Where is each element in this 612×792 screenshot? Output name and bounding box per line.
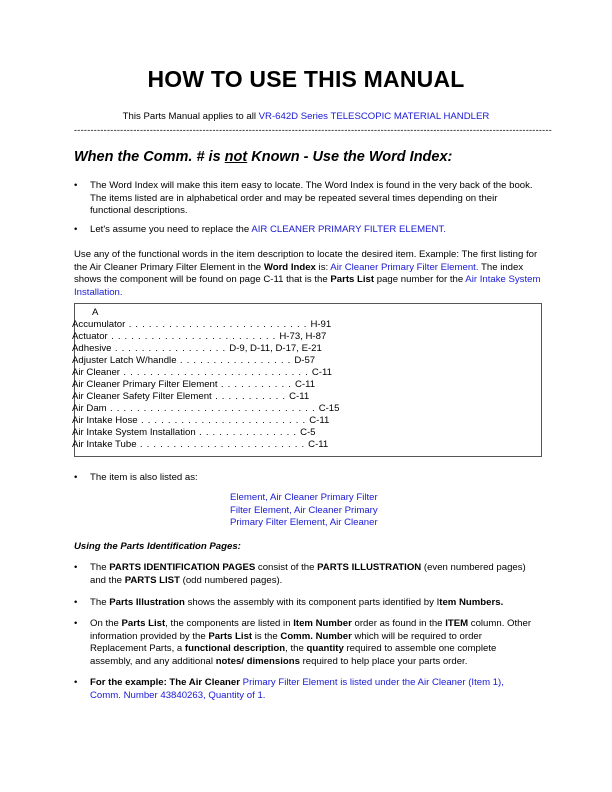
b: quantity xyxy=(306,643,344,654)
b: Item Number xyxy=(293,618,352,629)
bullet-text xyxy=(90,618,534,668)
index-entry-page: C-11 xyxy=(308,439,329,450)
intro-line xyxy=(0,111,612,122)
bullet-symbol: • xyxy=(74,618,78,629)
index-entry[interactable] xyxy=(72,367,332,379)
bullet-text xyxy=(90,562,534,587)
bullet-text: The item is also listed as: xyxy=(90,472,198,483)
t: , the components are listed in xyxy=(165,618,294,629)
index-entry-name: Air Cleaner Safety Filter Element xyxy=(72,391,212,402)
also-listed-list xyxy=(230,492,378,530)
dashed-divider: ------------------------------------------------------------------------------------------------------------------------------------------------- xyxy=(74,125,553,135)
also-listed-item[interactable]: Filter Element, Air Cleaner Primary xyxy=(230,504,378,516)
index-entry-page: C-5 xyxy=(300,427,316,438)
para-text: page number for the xyxy=(374,274,466,285)
para-bold: Word Index xyxy=(263,261,316,273)
index-entry-leader: . . . . . . . . . . . . . . . . . . . . . . . . . xyxy=(137,415,310,426)
bullet-text xyxy=(90,224,534,237)
primary-filter-link[interactable]: Air Cleaner Primary Filter Element. xyxy=(330,261,479,273)
index-entry[interactable] xyxy=(72,355,316,367)
b: Parts Illustration xyxy=(109,597,185,608)
bullet-text xyxy=(90,597,534,610)
index-entry[interactable] xyxy=(72,319,332,331)
b: tem Numbers. xyxy=(439,597,504,608)
example-paragraph xyxy=(74,249,544,299)
index-entry[interactable] xyxy=(72,403,340,415)
index-entry-name: Air Intake System Installation xyxy=(72,427,196,438)
para-text: The index shows the component will be found on page C-11 that is the xyxy=(74,261,524,285)
index-entry[interactable] xyxy=(72,379,316,391)
t: , the xyxy=(285,643,307,654)
index-entry-name: Accumulator xyxy=(72,319,126,330)
para-text: Use any of the functional words in the item description to locate the desired item. Example: The first listing for the Air Cleaner Primary Filter Element in the xyxy=(74,249,538,273)
index-entry-leader: . . . . . . . . . . . . . . . . . . . . . . . . . xyxy=(136,439,309,450)
t: shows the assembly with its component parts identified by I xyxy=(184,597,440,608)
index-entry-page: C-11 xyxy=(309,415,330,426)
t: is the xyxy=(252,630,281,642)
index-entry[interactable] xyxy=(72,439,329,451)
index-entry-page: D-9, D-11, D-17, E-21 xyxy=(229,343,322,354)
index-entry-leader: . . . . . . . . . . . . . . . . . . . . . . . . . . . xyxy=(125,319,311,330)
section-heading xyxy=(74,149,452,165)
t: consist of the xyxy=(255,562,318,573)
index-entry-page: C-11 xyxy=(289,391,310,402)
index-entry-leader: . . . . . . . . . . . . . . . . . . . . . . . . . xyxy=(107,331,280,342)
para-bold: Parts List xyxy=(330,274,375,285)
b: For the example: The Air Cleaner xyxy=(90,677,240,688)
t: required to help place your parts order. xyxy=(299,655,468,667)
bullet-symbol: • xyxy=(74,180,78,191)
index-entry-leader: . . . . . . . . . . . . . . . xyxy=(195,427,301,438)
index-entry-leader: . . . . . . . . . . . . . . . . . xyxy=(176,355,295,366)
index-letter: A xyxy=(92,307,99,318)
t: order as found in the xyxy=(351,618,446,629)
index-entry-page: C-11 xyxy=(294,379,316,390)
index-entry-name: Actuator xyxy=(72,331,108,342)
index-entry-name: Air Intake Tube xyxy=(72,439,137,450)
index-entry-name: Adjuster Latch W/handle xyxy=(72,355,177,366)
word-index-box xyxy=(74,303,542,457)
section-heading-underlined: not xyxy=(224,149,248,165)
b: functional description xyxy=(184,643,286,654)
bullet-symbol: • xyxy=(74,562,78,573)
section-heading-part1: When the Comm. # is xyxy=(74,149,225,165)
index-entry[interactable] xyxy=(72,427,316,439)
index-entry[interactable] xyxy=(72,343,322,355)
index-entry-page: C-11 xyxy=(311,367,332,378)
bullet-text xyxy=(90,677,534,702)
index-entry-page: C-15 xyxy=(318,403,340,414)
page-title: HOW TO USE THIS MANUAL xyxy=(147,66,465,92)
index-entry-leader: . . . . . . . . . . . xyxy=(217,379,295,390)
t: The xyxy=(90,562,110,573)
index-entry[interactable] xyxy=(72,331,327,343)
t: column. Other information provided by the xyxy=(90,618,532,642)
bullet-text: The Word Index will make this item easy to locate. The Word Index is found in the very back of the book. The items listed are in alphabetical order and may be repeated several times depending on their functional descriptions. xyxy=(90,180,533,216)
t: required to assemble one complete assembly, and any additional xyxy=(90,643,497,667)
index-entry-leader: . . . . . . . . . . . xyxy=(211,391,290,402)
b: PARTS ILLUSTRATION xyxy=(317,562,422,573)
index-list xyxy=(72,319,340,451)
b: Comm. Number xyxy=(280,630,352,642)
also-listed-item[interactable]: Primary Filter Element, Air Cleaner xyxy=(230,517,378,528)
bullet-symbol: • xyxy=(74,472,78,483)
b: ITEM xyxy=(445,618,469,629)
index-entry-leader: . . . . . . . . . . . . . . . . . xyxy=(111,343,230,354)
index-entry-name: Air Intake Hose xyxy=(72,415,138,426)
t: which will be required to order Replacement Parts, a xyxy=(90,630,482,654)
air-intake-link[interactable]: Air Intake System Installation. xyxy=(74,274,541,298)
index-entry-page: D-57 xyxy=(294,355,316,366)
example-link[interactable]: Primary Filter Element is listed under the Air Cleaner (Item 1), Comm. Number 43840263, Quantity of 1. xyxy=(90,677,504,701)
also-listed-item[interactable]: Element, Air Cleaner Primary Filter xyxy=(230,492,378,503)
index-entry-name: Air Dam xyxy=(72,403,107,414)
model-link[interactable]: VR-642D Series TELESCOPIC MATERIAL HANDLER xyxy=(258,111,490,122)
para-text: is: xyxy=(315,261,331,273)
b: PARTS LIST xyxy=(124,574,180,586)
index-entry-page: H-91 xyxy=(310,319,332,330)
index-entry-name: Air Cleaner Primary Filter Element xyxy=(72,379,218,390)
air-cleaner-link[interactable]: AIR CLEANER PRIMARY FILTER ELEMENT. xyxy=(251,224,446,235)
index-entry[interactable] xyxy=(72,391,313,403)
bullet2-prefix: Let's assume you need to replace the xyxy=(90,224,252,235)
t: The xyxy=(90,597,110,608)
section-heading-part2: Known - Use the Word Index: xyxy=(247,149,453,165)
b: Parts List xyxy=(208,630,253,642)
index-entry-leader: . . . . . . . . . . . . . . . . . . . . . . . . . . . . xyxy=(120,367,312,378)
b: PARTS IDENTIFICATION PAGES xyxy=(109,562,256,573)
index-entry-name: Adhesive xyxy=(72,343,112,354)
intro-text: This Parts Manual applies to all xyxy=(122,111,259,122)
b: Parts List xyxy=(121,618,166,629)
subheading: Using the Parts Identification Pages: xyxy=(74,541,241,552)
t: On the xyxy=(90,618,122,629)
index-entry-name: Air Cleaner xyxy=(72,367,120,378)
index-entry[interactable] xyxy=(72,415,330,427)
index-entry-page: H-73, H-87 xyxy=(279,331,327,342)
bullet-symbol: • xyxy=(74,224,78,235)
bullet-symbol: • xyxy=(74,597,78,608)
index-entry-leader: . . . . . . . . . . . . . . . . . . . . . . . . . . . . . . . xyxy=(106,403,319,414)
b: notes/ dimensions xyxy=(215,655,300,667)
bullet-symbol: • xyxy=(74,677,78,688)
t: (odd numbered pages). xyxy=(179,574,283,586)
t: (even numbered pages) and the xyxy=(90,562,526,586)
